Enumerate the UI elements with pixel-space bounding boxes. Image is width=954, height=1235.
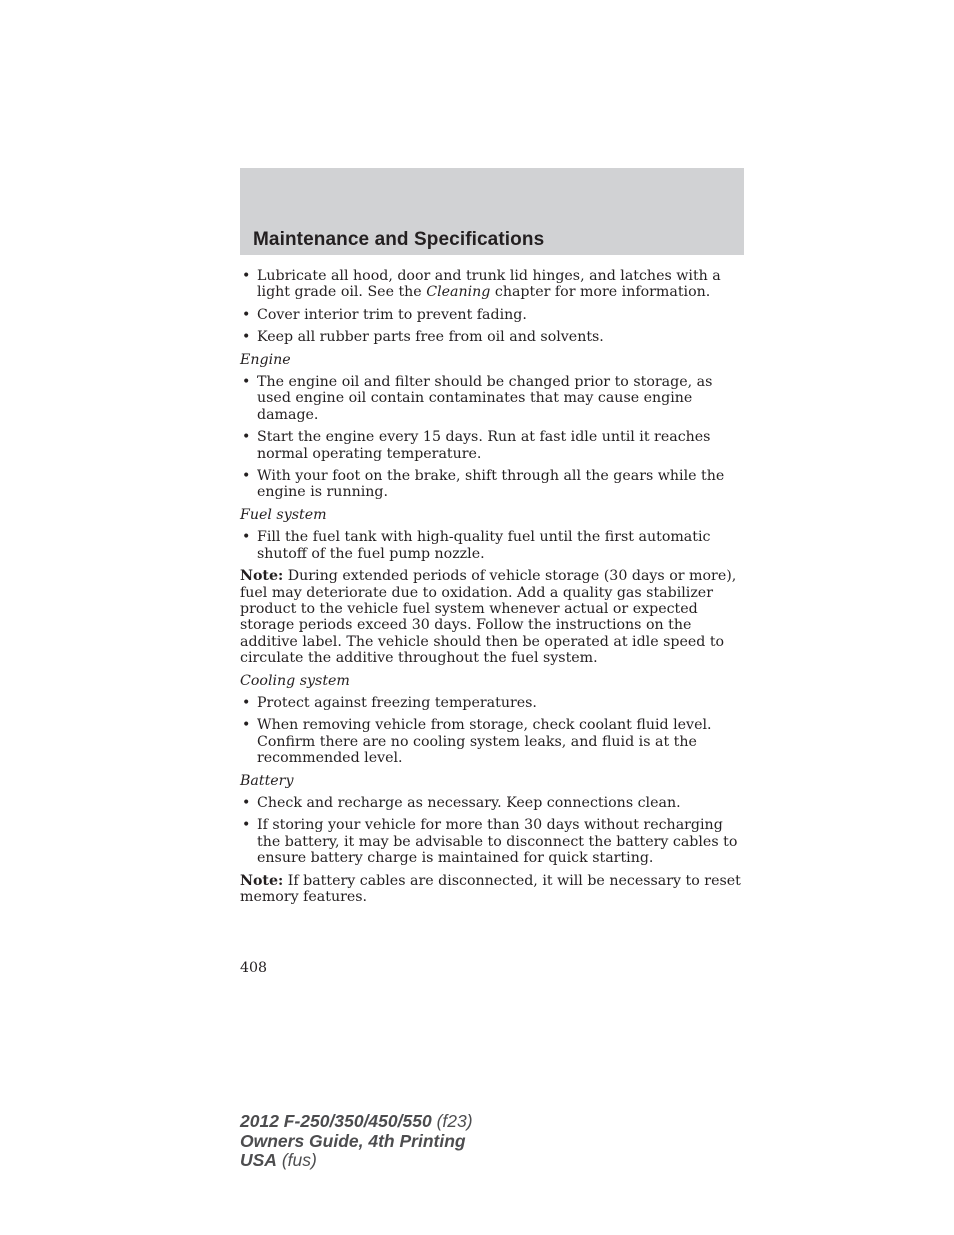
fuel-system-heading: Fuel system xyxy=(240,506,327,523)
cooling-system-heading: Cooling system xyxy=(240,672,350,689)
list-item: • Keep all rubber parts free from oil and solvents. xyxy=(240,329,746,345)
engine-bullet-list xyxy=(240,374,746,501)
list-item: • Check and recharge as necessary. Keep connections clean. xyxy=(240,795,746,811)
list-item: • Cover interior trim to prevent fading. xyxy=(240,307,746,323)
list-item: • Protect against freezing temperatures. xyxy=(240,695,746,711)
list-item: • With your foot on the brake, shift through all the gears while the engine is running. xyxy=(240,468,746,501)
section-title: Maintenance and Specifications xyxy=(253,229,545,250)
engine-heading: Engine xyxy=(240,351,291,368)
footer-model-line: 2012 F-250/350/450/550 (f23) xyxy=(240,1111,473,1131)
intro-bullet-list xyxy=(240,268,746,346)
page-content xyxy=(240,268,746,911)
fuel-note: Note: During extended periods of vehicle storage (30 days or more), fuel may deteriorate due to oxidation. Add a quality gas stabilizer product to the vehicle fuel system whenever actual or expected storage periods exceed 30 days. Follow the instructions on the additive label. The vehicle should then be operated at idle speed to circulate the additive throughout the fuel system. xyxy=(240,568,737,667)
list-item: • Fill the fuel tank with high-quality fuel until the first automatic shutoff of the fuel pump nozzle. xyxy=(240,529,746,562)
document-footer xyxy=(240,1112,473,1171)
list-item: • Lubricate all hood, door and trunk lid hinges, and latches with a light grade oil. See the Cleaning chapter for more information. xyxy=(240,268,746,301)
footer-region-line: USA (fus) xyxy=(240,1150,317,1170)
list-item: • When removing vehicle from storage, check coolant fluid level. Confirm there are no cooling system leaks, and fluid is at the recommended level. xyxy=(240,717,746,766)
battery-heading: Battery xyxy=(240,772,294,789)
list-item: • Start the engine every 15 days. Run at fast idle until it reaches normal operating temperature. xyxy=(240,429,746,462)
list-item: • If storing your vehicle for more than 30 days without recharging the battery, it may be advisable to disconnect the battery cables to ensure battery charge is maintained for quick starting. xyxy=(240,817,746,866)
note-label: Note: xyxy=(240,872,284,889)
section-header-band xyxy=(240,168,744,255)
fuel-bullet-list xyxy=(240,529,746,562)
battery-note: Note: If battery cables are disconnected, it will be necessary to reset memory features. xyxy=(240,872,741,905)
list-item: • The engine oil and filter should be changed prior to storage, as used engine oil contain contaminates that may cause engine damage. xyxy=(240,374,746,423)
cooling-bullet-list xyxy=(240,695,746,767)
battery-bullet-list xyxy=(240,795,746,867)
page-number: 408 xyxy=(240,960,268,976)
footer-edition-line: Owners Guide, 4th Printing xyxy=(240,1130,466,1151)
note-label: Note: xyxy=(240,568,284,585)
